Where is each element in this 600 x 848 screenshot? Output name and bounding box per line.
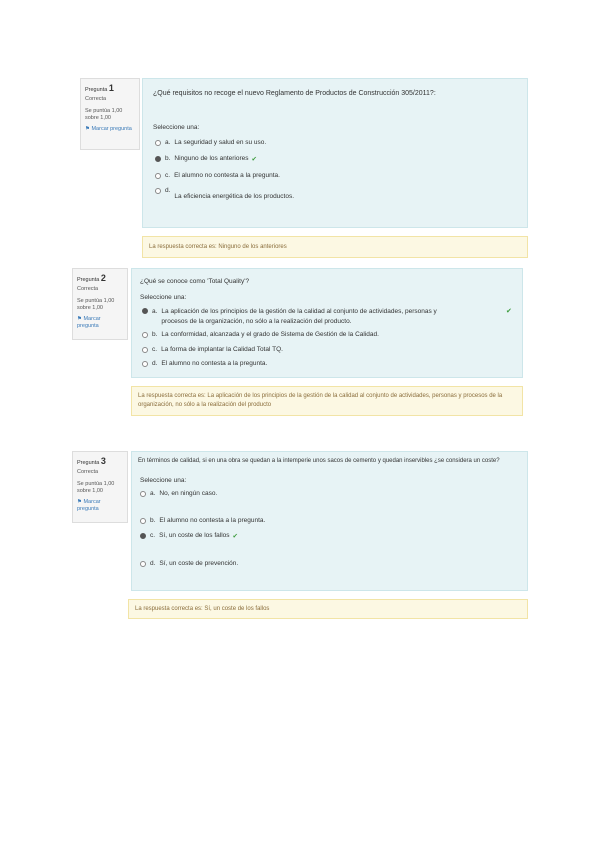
option-text: El alumno no contesta a la pregunta. — [159, 517, 266, 524]
option-text: No, en ningún caso. — [159, 490, 218, 497]
answer-option-c[interactable] — [140, 532, 238, 540]
option-text: La eficiencia energética de los productos. — [174, 193, 295, 200]
option-letter: b. — [152, 331, 158, 338]
option-text: El alumno no contesta a la pregunta. — [161, 360, 268, 367]
radio-button[interactable] — [142, 361, 148, 367]
radio-button[interactable] — [142, 332, 148, 338]
flag-label: Marcar pregunta — [77, 315, 101, 330]
answer-option-b[interactable] — [140, 517, 265, 524]
option-letter: d. — [152, 360, 158, 367]
option-text: Sí, un coste de los fallos — [159, 532, 230, 539]
question-text: ¿Qué requisitos no recoge el nuevo Reglamento de Productos de Construcción 305/2011?: — [153, 90, 436, 97]
option-text: La seguridad y salud en su uso. — [174, 139, 267, 146]
flag-label: Marcar pregunta — [91, 125, 132, 132]
question-info-2 — [72, 268, 128, 340]
answer-prompt: Seleccione una: — [140, 477, 187, 484]
radio-button[interactable] — [142, 347, 148, 353]
answer-prompt: Seleccione una: — [153, 124, 200, 131]
question-panel-2 — [131, 268, 523, 378]
option-text: La conformidad, alcanzada y el grado de Sistema de Gestión de la Calidad. — [161, 331, 379, 338]
option-letter: c. — [165, 172, 171, 179]
question-panel-1 — [142, 78, 528, 228]
answer-prompt: Seleccione una: — [140, 294, 187, 301]
answer-option-b[interactable] — [142, 331, 379, 338]
radio-button-selected[interactable] — [142, 308, 148, 314]
question-grade: Se puntúa 1,00 sobre 1,00 — [85, 107, 123, 122]
question-number: 1 — [108, 83, 114, 93]
radio-button-selected[interactable] — [140, 533, 146, 539]
question-label: Pregunta — [85, 87, 108, 93]
flag-question-link[interactable] — [85, 126, 135, 133]
answer-option-b[interactable] — [155, 155, 257, 163]
feedback-correct-answer: La respuesta correcta es: Ninguno de los anteriores — [142, 236, 528, 258]
option-letter: b. — [165, 155, 171, 162]
radio-button[interactable] — [155, 140, 161, 146]
question-number: 3 — [100, 456, 106, 466]
flag-label: Marcar pregunta — [77, 498, 101, 513]
radio-button[interactable] — [140, 491, 146, 497]
question-grade: Se puntúa 1,00 sobre 1,00 — [77, 297, 115, 312]
radio-button[interactable] — [155, 188, 161, 194]
flag-question-link[interactable] — [77, 499, 123, 514]
flag-icon: ⚑ — [77, 315, 84, 322]
answer-option-a[interactable] — [155, 139, 266, 146]
question-state: Correcta — [77, 469, 99, 476]
option-letter: a. — [150, 490, 156, 497]
option-text: La aplicación de los principios de la gestión de la calidad al conjunto de actividades, personas y procesos de la organización, no sólo a la realización del producto. — [161, 308, 437, 325]
flag-icon: ⚑ — [85, 125, 92, 132]
feedback-correct-answer: La respuesta correcta es: Sí, un coste de los fallos — [128, 599, 528, 619]
option-letter: c. — [150, 532, 156, 539]
radio-button[interactable] — [155, 173, 161, 179]
answer-option-a[interactable] — [140, 490, 217, 497]
option-letter: d. — [150, 560, 156, 567]
option-text: Sí, un coste de prevención. — [159, 560, 239, 567]
check-icon: ✔ — [251, 156, 257, 163]
question-text: ¿Qué se conoce como 'Total Quality'? — [140, 278, 250, 285]
answer-option-c[interactable] — [142, 346, 283, 353]
question-text: En términos de calidad, si en una obra se quedan a la intemperie unos sacos de cemento y quedan inservibles ¿se considera un coste? — [138, 458, 500, 464]
answer-option-d[interactable] — [142, 360, 267, 367]
question-label: Pregunta — [77, 277, 100, 283]
question-state: Correcta — [85, 96, 107, 103]
answer-option-a[interactable] — [142, 307, 462, 327]
option-letter: b. — [150, 517, 156, 524]
option-text: El alumno no contesta a la pregunta. — [174, 172, 280, 179]
radio-button[interactable] — [140, 561, 146, 567]
question-grade: Se puntúa 1,00 sobre 1,00 — [77, 480, 115, 495]
question-state: Correcta — [77, 286, 99, 293]
radio-button[interactable] — [140, 518, 146, 524]
check-icon: ✔ — [232, 533, 238, 540]
question-panel-3 — [131, 451, 528, 591]
answer-option-c[interactable] — [155, 172, 280, 179]
check-icon: ✔ — [506, 308, 512, 315]
answer-option-d[interactable] — [140, 560, 238, 567]
question-number: 2 — [100, 273, 106, 283]
answer-option-d[interactable] — [155, 187, 294, 200]
option-letter: a. — [152, 308, 158, 315]
feedback-correct-answer: La respuesta correcta es: La aplicación de los principios de la gestión de la calidad al conjunto de actividades, personas y procesos de la organización, no sólo a la realización del producto — [131, 386, 523, 416]
option-text: La forma de implantar la Calidad Total TQ. — [161, 346, 283, 353]
question-info-1 — [80, 78, 140, 150]
option-text: Ninguno de los anteriores — [174, 155, 249, 162]
option-letter: d. — [165, 187, 171, 194]
flag-icon: ⚑ — [77, 498, 84, 505]
flag-question-link[interactable] — [77, 316, 123, 331]
question-label: Pregunta — [77, 460, 100, 466]
question-info-3 — [72, 451, 128, 523]
option-letter: c. — [152, 346, 158, 353]
option-letter: a. — [165, 139, 171, 146]
radio-button-selected[interactable] — [155, 156, 161, 162]
